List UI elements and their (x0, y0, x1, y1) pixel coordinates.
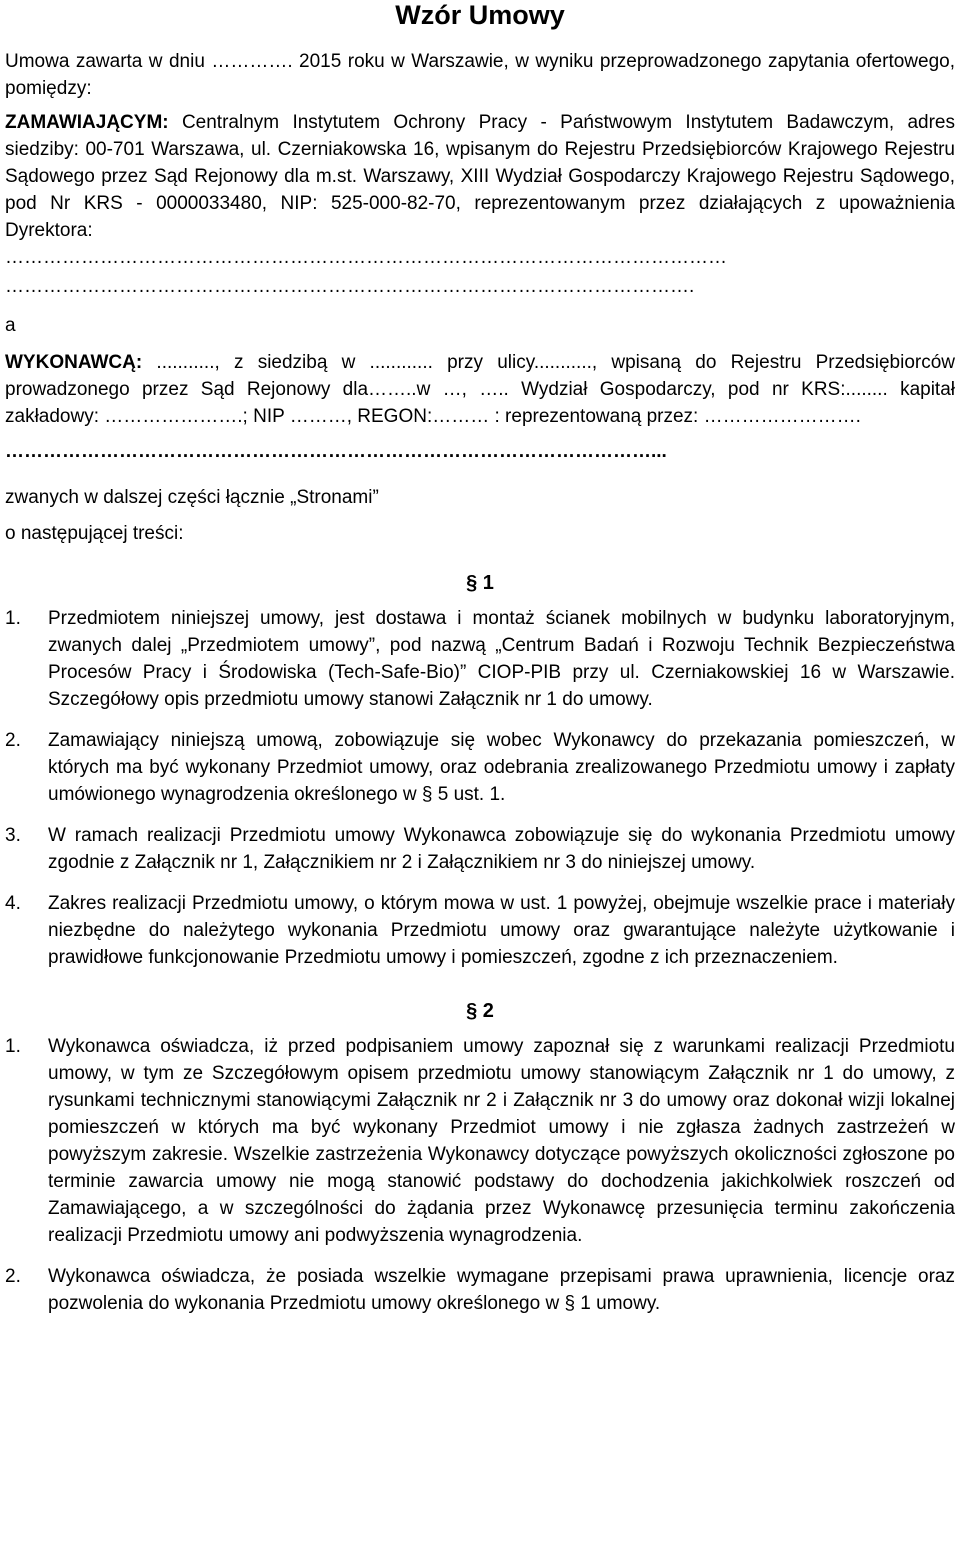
item-text: Zamawiający niniejszą umową, zobowiązuje się wobec Wykonawcy do przekazania pomieszczeń, w których ma być wykonany Przedmiot umowy, oraz odebrania zrealizowanego Przedmiotu umowy i zapłaty umówionego wynagrodzenia określonego w § 5 ust. 1. (48, 730, 955, 805)
section-1-items (5, 605, 955, 971)
conjunction-a: a (5, 315, 16, 336)
item-text: Przedmiotem niniejszej umowy, jest dostawa i montaż ścianek mobilnych w budynku laboratoryjnym, zwanych dalej „Przedmiotem umowy”, pod nazwą „Centrum Badań i Rozwoju Technik Bezpieczeństwa Procesów Pracy i Środowiska (Tech-Safe-Bio)” CIOP-PIB przy ul. Czerniakowskiej 16 w Warszawie. Szczegółowy opis przedmiotu umowy stanowi Załącznik nr 1 do umowy. (48, 608, 955, 710)
item-number: 1. (5, 1036, 21, 1057)
item-number: 2. (5, 1266, 21, 1287)
section-2 (5, 997, 955, 1317)
item-number: 1. (5, 608, 21, 629)
zamawiajacy-text: Centralnym Instytutem Ochrony Pracy - Państwowym Instytutem Badawczym, adres siedziby: 00-701 Warszawa, ul. Czerniakowska 16, wpisanym do Rejestru Przedsiębiorców Krajowego Rejestru Sądowego przez Sąd Rejonowy dla m.st. Warszawy, XIII Wydział Gospodarczy Krajowego Rejestru Sądowego, pod Nr KRS - 0000033480, NIP: 525-000-82-70, reprezentowanym przez działających z upoważnienia Dyrektora: (5, 112, 955, 241)
parties-note: zwanych w dalszej części łącznie „Stronami” (5, 487, 379, 508)
list-item (5, 1033, 955, 1249)
item-number: 3. (5, 825, 21, 846)
zamawiajacy-label: ZAMAWIAJĄCYM: (5, 112, 169, 133)
section-2-items (5, 1033, 955, 1317)
list-item (5, 1263, 955, 1317)
wykonawca-label: WYKONAWCĄ: (5, 352, 143, 373)
separator-dots: …………………………………………………………………………………………... (5, 441, 667, 462)
item-number: 4. (5, 893, 21, 914)
wykonawca-paragraph (5, 349, 955, 430)
section-heading: § 2 (466, 1000, 494, 1022)
document-title: Wzór Umowy (395, 0, 565, 30)
wykonawca-text: ..........., z siedzibą w ............ przy ulicy..........., wpisaną do Rejestru Przedsiębiorców prowadzonego przez Sąd Rejonowy dla……..w …, ….. Wydział Gospodarczy, pod nr KRS:........ kapitał zakładowy: ………………….; NIP ………, REGON:……… : reprezentowaną przez: ……………………. (5, 352, 955, 427)
zamawiajacy-paragraph (5, 109, 955, 244)
list-item (5, 890, 955, 971)
contract-document (5, 0, 955, 1317)
intro-paragraph: Umowa zawarta w dniu …………. 2015 roku w Warszawie, w wyniku przeprowadzonego zapytania ofertowego, pomiędzy: (5, 51, 955, 99)
section-heading: § 1 (466, 572, 494, 594)
signatory-blank-line-1: …………………………………………………………………………………………………… (5, 247, 727, 268)
content-intro: o następującej treści: (5, 523, 184, 544)
item-text: W ramach realizacji Przedmiotu umowy Wykonawca zobowiązuje się do wykonania Przedmiotu umowy zgodnie z Załącznik nr 1, Załącznikiem nr 2 i Załącznikiem nr 3 do niniejszej umowy. (48, 825, 955, 873)
item-number: 2. (5, 730, 21, 751)
item-text: Zakres realizacji Przedmiotu umowy, o którym mowa w ust. 1 powyżej, obejmuje wszelkie prace i materiały niezbędne do należytego wykonania Przedmiotu umowy oraz gwarantujące należyte użytkowanie i prawidłowe funkcjonowanie Przedmiotu umowy i pomieszczeń, zgodne z ich przeznaczeniem. (48, 893, 955, 968)
section-1 (5, 569, 955, 971)
list-item (5, 822, 955, 876)
list-item (5, 727, 955, 808)
item-text: Wykonawca oświadcza, iż przed podpisaniem umowy zapoznał się z warunkami realizacji Przedmiotu umowy, w tym ze Szczegółowym opisem przedmiotu umowy stanowiącym Załącznik nr 1 do umowy, z rysunkami technicznymi stanowiącymi Załącznik nr 2 i Załącznik nr 3 do umowy oraz dokonał wizji lokalnej pomieszczeń w których ma być wykonany Przedmiot umowy i nie zgłasza żadnych zastrzeżeń w powyższym zakresie. Wszelkie zastrzeżenia Wykonawcy dotyczące powyższych okoliczności zgłoszone po terminie zawarcia umowy nie mogą stanowić podstawy do dochodzenia jakichkolwiek roszczeń od Zamawiającego, a w szczególności do żądania przez Wykonawcę przesunięcia terminu zakończenia realizacji Przedmiotu umowy ani podwyższenia wynagrodzenia. (48, 1036, 955, 1246)
list-item (5, 605, 955, 713)
item-text: Wykonawca oświadcza, że posiada wszelkie wymagane przepisami prawa uprawnienia, licencje oraz pozwolenia do wykonania Przedmiotu umowy określonego w § 1 umowy. (48, 1266, 955, 1314)
signatory-blank-line-2: ………………………………………………………………………………………………. (5, 276, 695, 297)
